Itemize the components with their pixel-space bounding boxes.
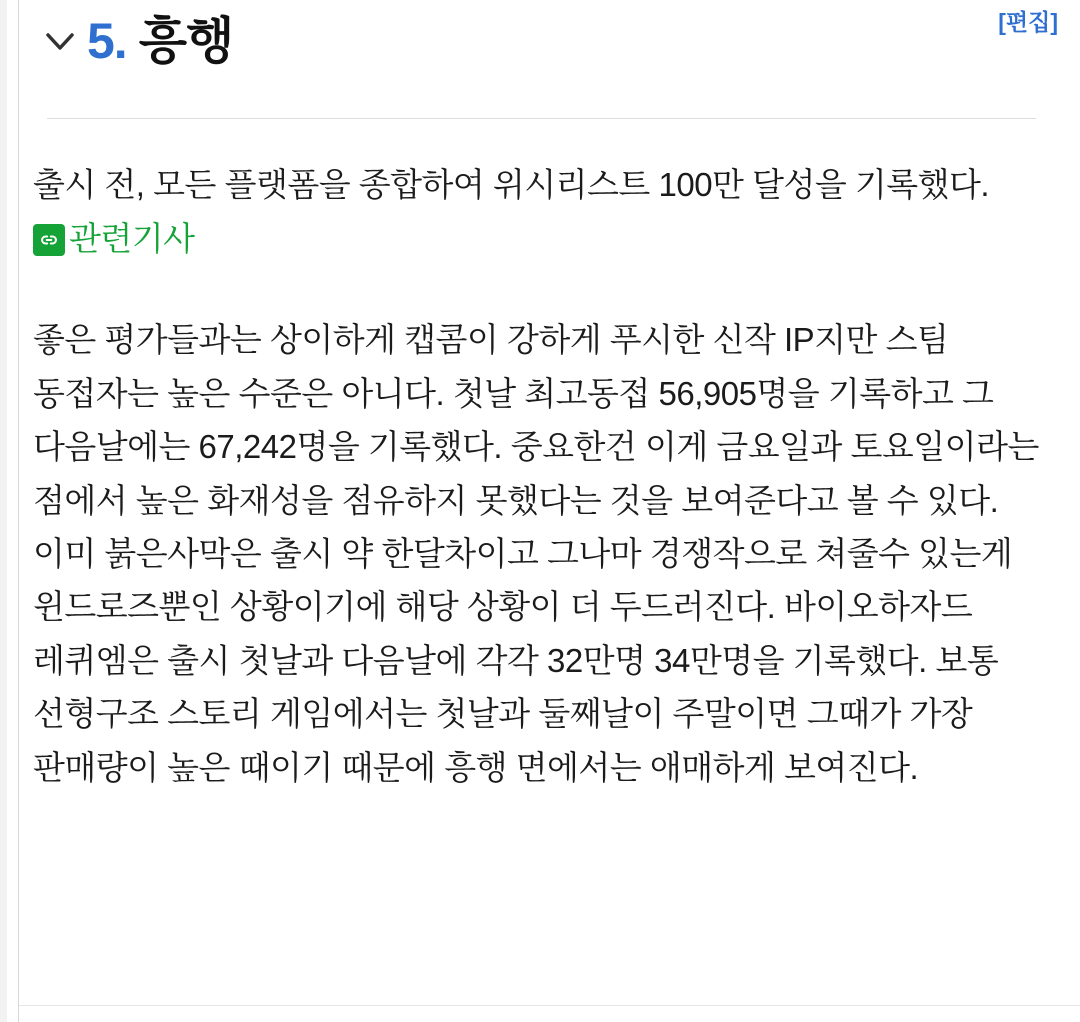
page-left-edge [0,0,19,1022]
page-left-edge-strip [0,0,7,1022]
related-article-link[interactable] [33,212,195,265]
paragraph-wishlist [33,158,1058,265]
section-header [33,0,1058,112]
section-number: 5. [87,13,127,69]
link-chain-icon [33,224,65,256]
section-heading-row [33,0,1058,68]
related-article-label: 관련기사 [69,219,195,257]
heading-divider [47,118,1036,119]
paragraph-wishlist-text: 출시 전, 모든 플랫폼을 종합하여 위시리스트 100만 달성을 기록했다. [33,166,990,203]
page-title: 흥행 [138,13,234,69]
edit-section-link[interactable]: [편집] [998,9,1058,35]
section-content [19,0,1080,1022]
paragraph-steam-stats: 좋은 평가들과는 상이하게 캡콤이 강하게 푸시한 신작 IP지만 스팀 동접자는 높은 수준은 아니다. 첫날 최고동접 56,905명을 기록하고 그 다음날에는 67,242명을 기록했다. 중요한건 이게 금요일과 토요일이라는 점에서 높은 화재성을 점유하지 못했다는 것을 보여준다고 볼 수 있다. 이미 붉은사막은 출시 약 한달차이고 그나마 경쟁작으로 쳐줄수 있는게 윈드로즈뿐인 상황이기에 해당 상황이 더 두드러진다. 바이오하자드 레퀴엠은 출시 첫날과 다음날에 각각 32만명 34만명을 기록했다. 보통 선형구조 스토리 게임에서는 첫날과 둘째날이 주말이면 그때가 가장 판매량이 높은 때이기 때문에 흥행 면에서는 애매하게 보여진다. [33,321,1039,786]
bottom-divider [19,1005,1080,1006]
chevron-down-icon[interactable] [33,14,87,68]
